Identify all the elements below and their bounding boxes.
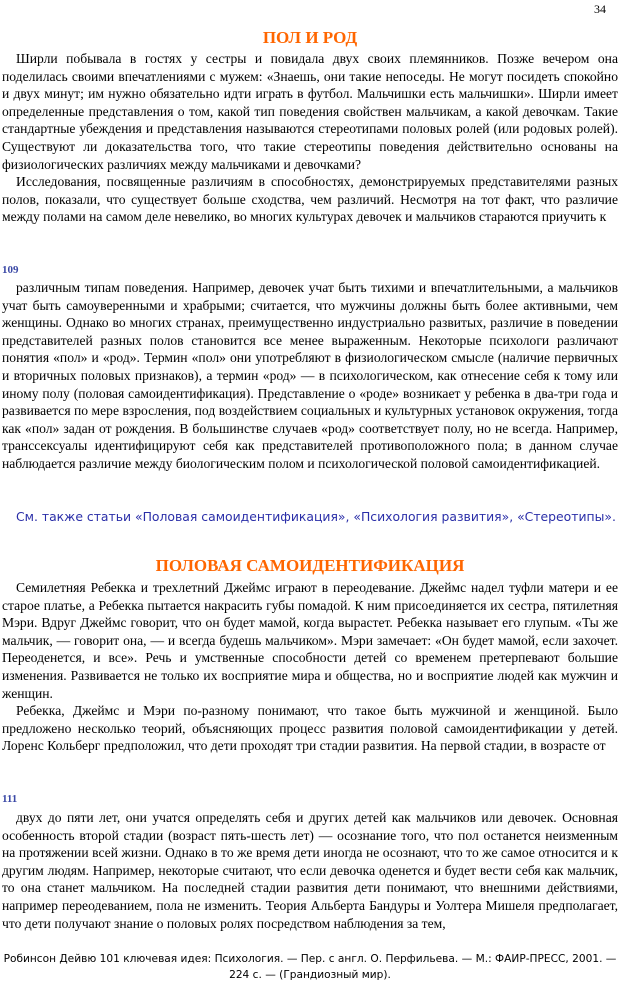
section2-block-a: [0, 579, 620, 755]
section2-paragraph-2: Ребекка, Джеймс и Мэри по-разному понимают, что такое быть мужчиной и женщиной. Было предложено несколько теорий, объясняющих процесс развития половой самоидентификации у детей. Лоренс Кольберг предположил, что дети проходят три стадии развития. На первой стадии, в возрасте от: [2, 703, 618, 754]
footer-line-2: 224 с. — (Грандиозный мир).: [229, 969, 391, 981]
section1-block-b: [0, 279, 620, 473]
section1-block-a: [0, 50, 620, 226]
section-title-gender: ПОЛ И РОД: [262, 28, 358, 47]
section1-paragraph-2: Исследования, посвященные различиям в способностях, демонстрируемых представителями разных полов, показали, что существует больше сходства, чем различий. Несмотря на тот факт, что различие между полами на самом деле невелико, во многих культурах девочек и мальчиков стараются приучить к: [2, 174, 618, 225]
page-marker-111: 111: [2, 793, 18, 805]
page-marker-109: 109: [2, 264, 19, 276]
footer-line-1: Робинсон Дейвю 101 ключевая идея: Психология. — Пер. с англ. О. Перфильева. — М.: ФАИР-ПРЕСС, 2001. —: [3, 953, 617, 965]
section-title-gender-identity: ПОЛОВАЯ САМОИДЕНТИФИКАЦИЯ: [155, 556, 465, 575]
see-also-link[interactable]: См. также статьи «Половая самоидентификация», «Психология развития», «Стереотипы».: [16, 509, 616, 524]
page-number: 34: [594, 2, 606, 16]
bibliographic-footer: [0, 951, 620, 983]
section2-paragraph-1: Семилетняя Ребекка и трехлетний Джеймс играют в переодевание. Джеймс надел туфли матери и ее старое платье, а Ребекка пытается накрасить губы помадой. К ним присоединяется их сестра, пятилетняя Мэри. Вдруг Джеймс говорит, что он будет мамой, когда вырастет. Ребекка называет его глупым. «Ты же мальчик, — говорит она, — и всегда будешь мальчиком». Мэри замечает: «Он будет мамой, если захочет. Переоденется, и все». Речь и умственные способности детей со временем претерпевают большие изменения. Развивается не только их восприятие мира и общества, но и восприятие людей как мужчин и женщин.: [2, 580, 618, 701]
section2-paragraph-3: двух до пяти лет, они учатся определять себя и других детей как мальчиков или девочек. Основная особенность второй стадии (возраст пять-шесть лет) — осознание того, что пол останется неизменным на протяжении всей жизни. Однако в то же время дети иногда не осознают, что то же самое относится и к другим людям. Например, некоторые считают, что если девочка оденется и будет вести себя как мальчик, то она станет мальчиком. На последней стадии развития дети понимают, что внешними действиями, например переодеванием, пола не изменить. Теория Альберта Бандуры и Уолтера Мишеля предполагает, что дети получают знание о половых ролях посредством наблюдения за тем,: [2, 810, 618, 931]
section1-paragraph-1: Ширли побывала в гостях у сестры и повидала двух своих племянников. Позже вечером она поделилась своими впечатлениями с мужем: «Знаешь, они такие непоседы. Не могут посидеть спокойно и двух минут; им нужно обязательно идти играть в футбол. Мальчишки есть мальчишки». Ширли имеет определенные представления о том, какой тип поведения свойствен мальчикам, а какой девочкам. Такие стандартные убеждения и представления называются стереотипами половых ролей (или родовых ролей). Существуют ли доказательства того, что такие стереотипы поведения действительно основаны на физиологических различиях между мальчиками и девочками?: [2, 51, 618, 172]
section1-paragraph-3: различным типам поведения. Например, девочек учат быть тихими и впечатлительными, а мальчиков учат быть самоуверенными и храбрыми; считается, что мужчины должны быть более активными, чем женщины. Однако во многих странах, преимущественно индустриально развитых, различие в поведении представителей разных полов становится все менее выраженным. Некоторые психологи различают понятия «пол» и «род». Термин «пол» они употребляют в физиологическом смысле (наличие первичных и вторичных половых признаков), а термин «род» — в психологическом, как отнесение себя к тому или иному полу (половая самоидентификация). Представление о «роде» возникает у ребенка в два-три года и развивается по мере взросления, под воздействием социальных и культурных установок окружения, тогда как «пол» задан от рождения. В большинстве случаев «род» соответствует полу, но не всегда. Например, транссексуалы идентифицируют себя как представителей противоположного пола; в данном случае наблюдается различие между биологическим полом и психологической половой самоидентификацией.: [2, 280, 618, 471]
section2-block-b: [0, 809, 620, 932]
